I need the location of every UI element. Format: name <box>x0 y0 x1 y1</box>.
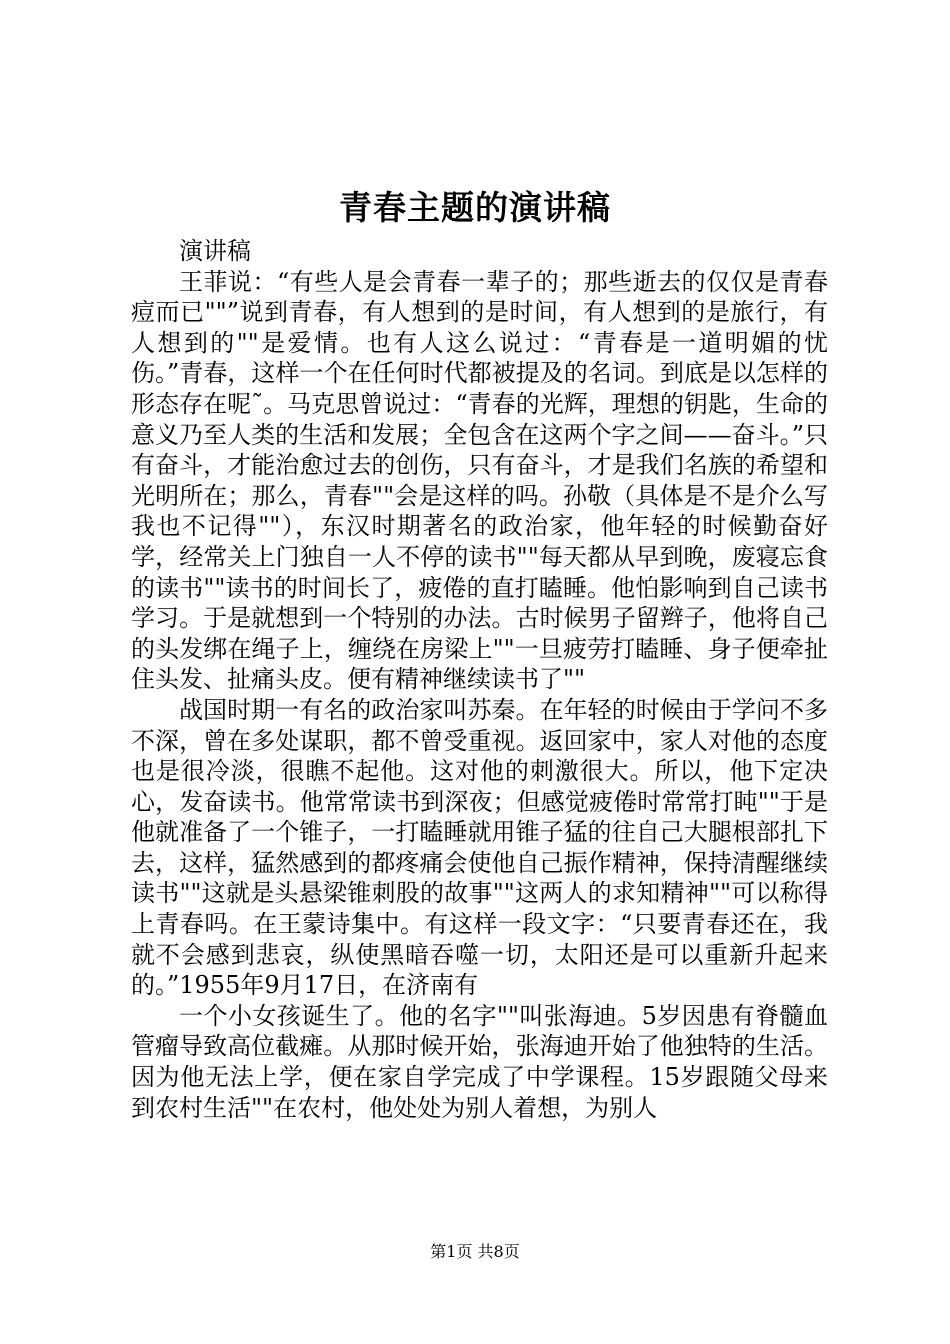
paragraph-zhanghaidi: 一个小女孩诞生了。他的名字""叫张海迪。5岁因患有脊髓血管瘤导致高位截瘫。从那时候开始，张海迪开始了他独特的生活。因为他无法上学，便在家自学完成了中学课程。15岁跟随父母来到农村生活""在农村，他处处为别人着想，为别人 <box>131 1001 828 1122</box>
page-number-footer: 第1页 共8页 <box>430 1242 520 1261</box>
page-title: 青春主题的演讲稿 <box>339 188 611 227</box>
paragraph-intro: 演讲稿 <box>179 237 251 265</box>
document-body <box>131 236 828 1123</box>
paragraph-sunjing: 王菲说：“有些人是会青春一辈子的；那些逝去的仅仅是青春痘而已""”说到青春，有人想到的是时间，有人想到的是旅行，有人想到的""是爱情。也有人这么说过：“青春是一道明媚的忧伤。”青春，这样一个在任何时代都被提及的名词。到底是以怎样的形态存在呢˜。马克思曾说过：“青春的光辉，理想的钥匙，生命的意义乃至人类的生活和发展；全包含在这两个字之间——奋斗。”只有奋斗，才能治愈过去的创伤，只有奋斗，才是我们名族的希望和光明所在；那么，青春""会是这样的吗。孙敬（具体是不是介么写我也不记得""），东汉时期著名的政治家，他年轻的时候勤奋好学，经常关上门独自一人不停的读书""每天都从早到晚，废寝忘食的读书""读书的时间长了，疲倦的直打瞌睡。他怕影响到自己读书学习。于是就想到一个特别的办法。古时候男子留辫子，他将自己的头发绑在绳子上，缠绕在房梁上""一旦疲劳打瞌睡、身子便牵扯住头发、扯痛头皮。便有精神继续读书了"" <box>131 267 828 694</box>
paragraph-suqin: 战国时期一有名的政治家叫苏秦。在年轻的时候由于学问不多不深，曾在多处谋职，都不曾受重视。返回家中，家人对他的态度也是很冷淡，很瞧不起他。这对他的刺激很大。所以，他下定决心，发奋读书。他常常读书到深夜；但感觉疲倦时常常打盹""于是他就准备了一个锥子，一打瞌睡就用锥子猛的往自己大腿根部扎下去，这样，猛然感到的都疼痛会使他自己振作精神，保持清醒继续读书""这就是头悬梁锥刺股的故事""这两人的求知精神""可以称得上青春吗。在王蒙诗集中。有这样一段文字：“只要青春还在，我就不会感到悲哀，纵使黑暗吞噬一切，太阳还是可以重新升起来的。”1955年9月17日，在济南有 <box>131 695 828 1000</box>
